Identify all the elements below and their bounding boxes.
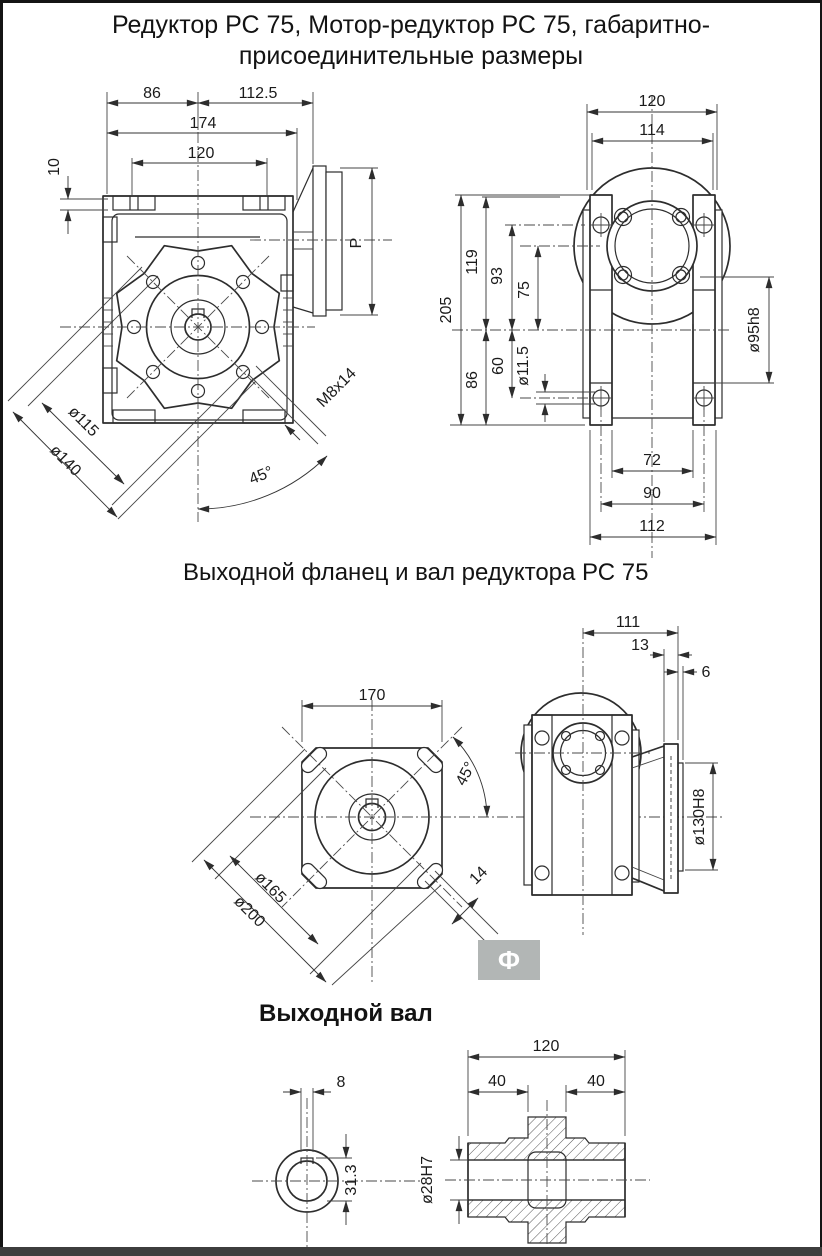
dim-label-14: 14: [466, 863, 492, 889]
section-title-output-shaft: Выходной вал: [259, 1000, 433, 1027]
dim-label-45deg-b: 45°: [452, 759, 480, 789]
reducer-side-view: [8, 85, 392, 522]
section-title-flange-shaft: Выходной фланец и вал редуктора РС 75: [183, 559, 649, 586]
output-flange-side-view: [515, 614, 718, 935]
dim-label-114: 114: [639, 122, 665, 139]
dim-label-31-3: 31.3: [343, 1164, 360, 1196]
dim-label-86-front: 86: [464, 371, 481, 389]
dim-label-10: 10: [46, 158, 63, 176]
dim-label-112: 112: [639, 518, 665, 535]
dim-label-120: 120: [187, 145, 215, 162]
dim-label-93: 93: [489, 267, 506, 285]
dim-label-8: 8: [336, 1074, 346, 1091]
reducer-front-view: [438, 93, 774, 558]
dim-label-P: P: [348, 237, 365, 249]
dim-label-72: 72: [643, 452, 661, 469]
dim-label-170: 170: [358, 687, 386, 704]
dim-label-111: 111: [615, 614, 641, 631]
dim-label-174: 174: [189, 115, 217, 132]
dim-label-86: 86: [143, 85, 161, 102]
dim-label-60: 60: [490, 357, 507, 375]
dim-label-13: 13: [631, 637, 649, 654]
bottom-bar: [0, 1247, 822, 1256]
dim-label-dia165: ø165: [251, 868, 290, 907]
dim-label-119: 119: [464, 249, 481, 275]
dim-label-dia200: ø200: [230, 892, 269, 931]
dim-label-dia95h8: ø95h8: [746, 307, 763, 353]
shaft-section-view: [419, 1038, 650, 1245]
watermark-letter: Ф: [497, 944, 521, 975]
dim-label-90: 90: [643, 485, 661, 502]
dim-label-dia11-5: ø11.5: [515, 346, 532, 386]
dim-label-dia115: ø115: [64, 403, 102, 441]
dim-label-dia140: ø140: [46, 441, 85, 480]
dim-label-6: 6: [701, 664, 711, 681]
shaft-end-view: [252, 1074, 420, 1247]
dim-label-40-left: 40: [488, 1073, 506, 1090]
frame-border-left: [0, 0, 3, 1256]
dim-label-75: 75: [516, 281, 533, 299]
dim-label-40-right: 40: [587, 1073, 605, 1090]
frame-border-top: [0, 0, 822, 3]
dim-label-120-front: 120: [638, 93, 666, 110]
dim-label-dia130H8: ø130H8: [691, 788, 708, 846]
page-title-line2: присоединительные размеры: [238, 42, 584, 70]
dim-label-205: 205: [438, 296, 455, 324]
dim-label-M8x14: M8x14: [313, 364, 360, 411]
dim-label-120-shaft: 120: [532, 1038, 560, 1055]
dim-label-45deg-a: 45°: [246, 463, 276, 489]
watermark-badge: [478, 940, 540, 980]
output-flange-front-view: [192, 687, 725, 985]
dim-label-112-5: 112.5: [238, 85, 278, 102]
dim-label-dia28H7: ø28H7: [419, 1155, 436, 1205]
page-title-line1: Редуктор РС 75, Мотор-редуктор РС 75, габаритно-: [111, 11, 711, 39]
page-title: [0, 10, 822, 72]
